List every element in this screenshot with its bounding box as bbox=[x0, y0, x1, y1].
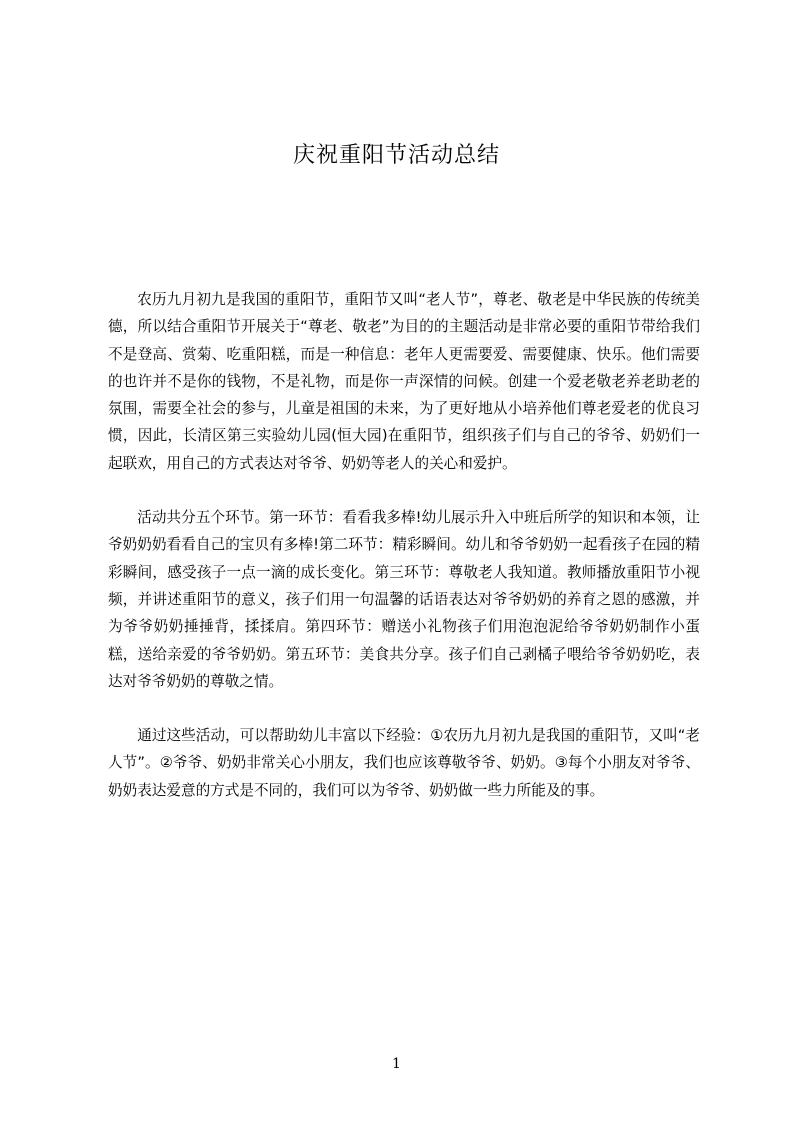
paragraph-intro: 农历九月初九是我国的重阳节，重阳节又叫“老人节”，尊老、敬老是中华民族的传统美德，所以结合重阳节开展关于“尊老、敬老”为目的的主题活动是非常必要的重阳节带给我们不是登高、赏菊、吃重阳糕，而是一种信息：老年人更需要爱、需要健康、快乐。他们需要的也许并不是你的钱物，不是礼物，而是你一声深情的问候。创建一个爱老敬老养老助老的氛围，需要全社会的参与，儿童是祖国的未来，为了更好地从小培养他们尊老爱老的优良习惯，因此，长清区第三实验幼儿园(恒大园)在重阳节，组织孩子们与自己的爷爷、奶奶们一起联欢，用自己的方式表达对爷爷、奶奶等老人的关心和爱护。 bbox=[108, 291, 700, 472]
paragraph-conclusion: 通过这些活动，可以帮助幼儿丰富以下经验：①农历九月初九是我国的重阳节，又叫“老人节”。②爷爷、奶奶非常关心小朋友，我们也应该尊敬爷爷、奶奶。③每个小朋友对爷爷、奶奶表达爱意的方式是不同的，我们可以为爷爷、奶奶做一些力所能及的事。 bbox=[108, 727, 700, 799]
page-number: 1 bbox=[392, 1056, 401, 1072]
document-body bbox=[108, 286, 700, 831]
document-title: 庆祝重阳节活动总结 bbox=[292, 143, 500, 168]
paragraph-activities: 活动共分五个环节。第一环节：看看我多棒!幼儿展示升入中班后所学的知识和本领，让爷奶奶奶看看自己的宝贝有多棒!第二环节：精彩瞬间。幼儿和爷爷奶奶一起看孩子在园的精彩瞬间，感受孩子一点一滴的成长变化。第三环节：尊敬老人我知道。教师播放重阳节小视频，并讲述重阳节的意义，孩子们用一句温馨的话语表达对爷爷奶奶的养育之恩的感激，并为爷爷奶奶捶捶背，揉揉肩。第四环节：赠送小礼物孩子们用泡泡泥给爷爷奶奶制作小蛋糕，送给亲爱的爷爷奶奶。第五环节：美食共分享。孩子们自己剥橘子喂给爷爷奶奶吃，表达对爷爷奶奶的尊敬之情。 bbox=[108, 509, 700, 690]
